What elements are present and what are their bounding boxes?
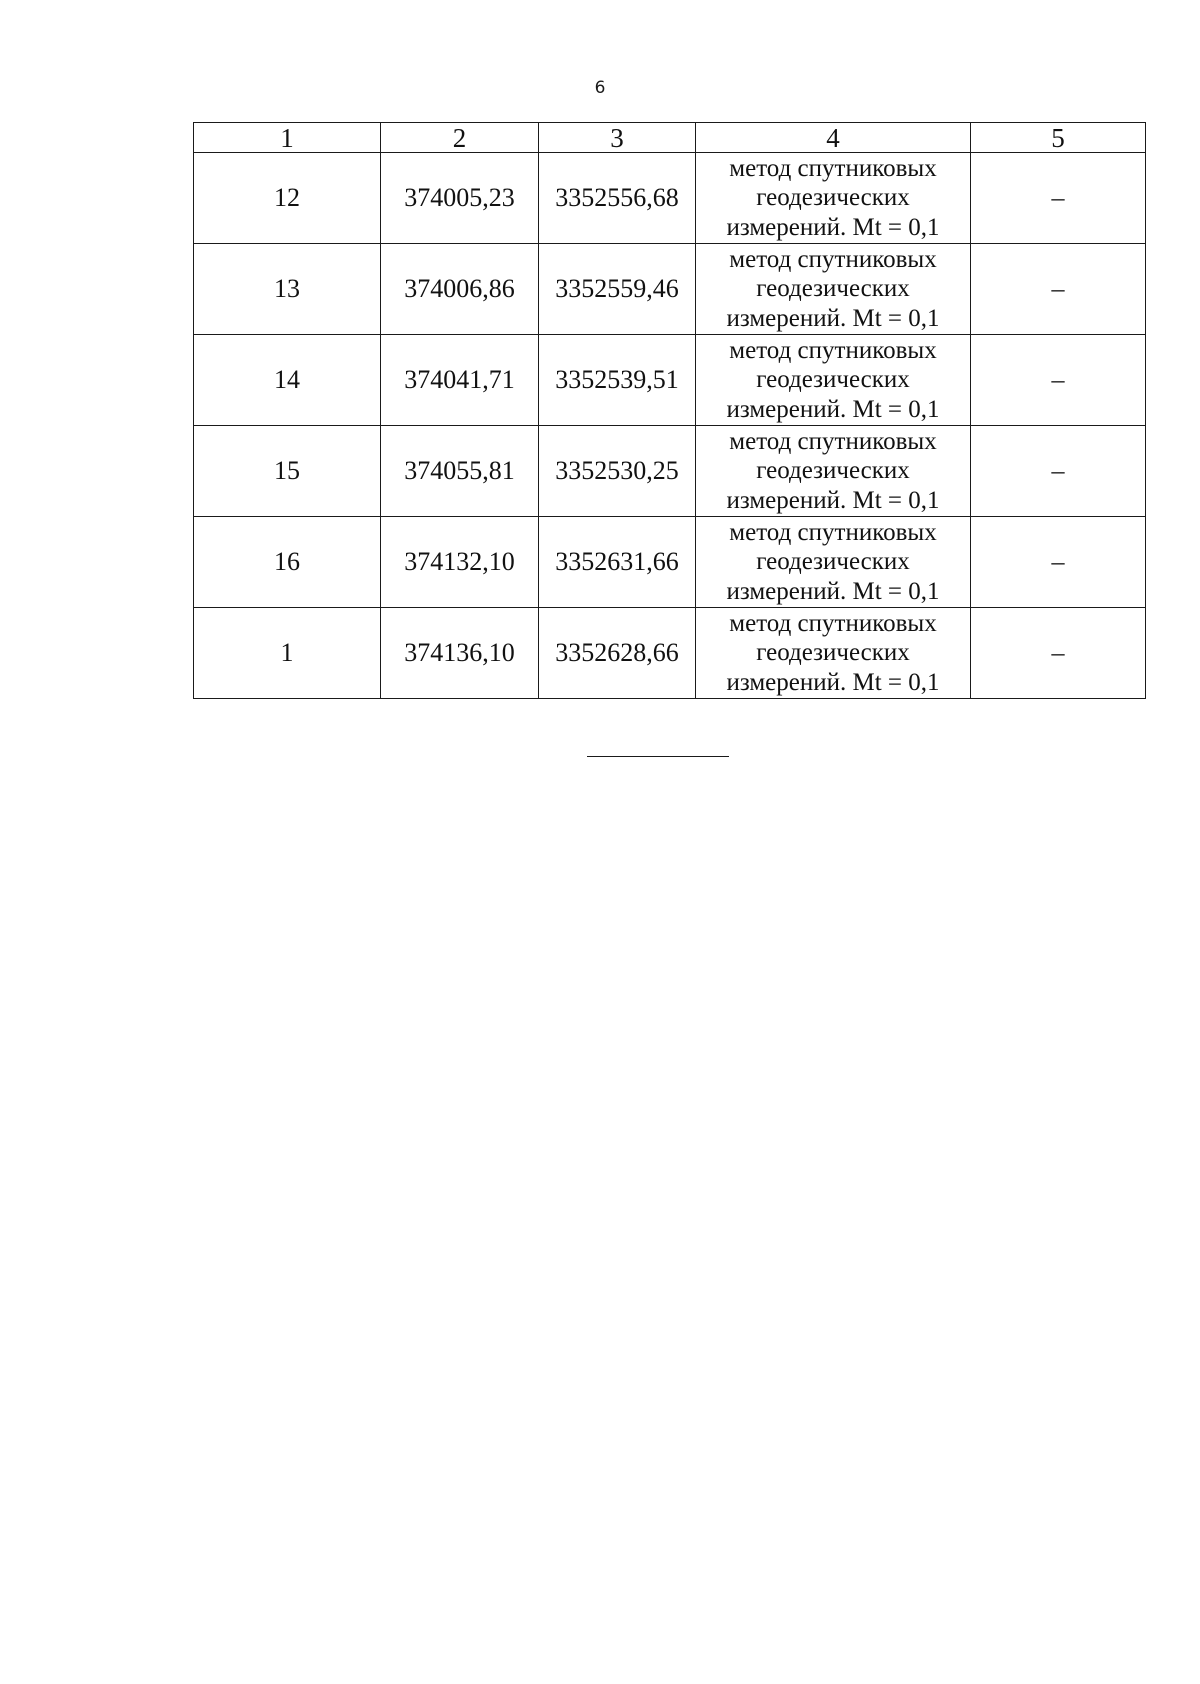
method-cell	[696, 335, 971, 426]
point-number-cell: 1	[194, 608, 381, 699]
method-line: геодезических	[756, 275, 910, 303]
method-line: измерений. Mt = 0,1	[726, 577, 940, 605]
table-row	[194, 426, 1146, 517]
table-header-row	[194, 123, 1146, 153]
method-line: метод спутниковых	[729, 245, 937, 273]
method-line: геодезических	[756, 184, 910, 212]
y-coordinate-cell: 3352556,68	[539, 153, 696, 244]
column-header-3: 3	[539, 123, 696, 153]
table-row	[194, 517, 1146, 608]
method-cell	[696, 426, 971, 517]
y-coordinate-cell: 3352559,46	[539, 244, 696, 335]
column-header-4: 4	[696, 123, 971, 153]
table-row	[194, 335, 1146, 426]
table-row	[194, 608, 1146, 699]
method-line: метод спутниковых	[729, 609, 937, 637]
point-number-cell: 14	[194, 335, 381, 426]
y-coordinate-cell: 3352539,51	[539, 335, 696, 426]
page-number: 6	[594, 78, 606, 98]
point-number-cell: 15	[194, 426, 381, 517]
method-line: геодезических	[756, 639, 910, 667]
point-number-cell: 12	[194, 153, 381, 244]
note-cell: –	[971, 517, 1146, 608]
y-coordinate-cell: 3352628,66	[539, 608, 696, 699]
note-cell: –	[971, 335, 1146, 426]
method-line: измерений. Mt = 0,1	[726, 395, 940, 423]
method-cell	[696, 608, 971, 699]
note-cell: –	[971, 244, 1146, 335]
method-line: геодезических	[756, 366, 910, 394]
method-line: измерений. Mt = 0,1	[726, 668, 940, 696]
method-cell	[696, 153, 971, 244]
x-coordinate-cell: 374132,10	[381, 517, 539, 608]
method-line: геодезических	[756, 548, 910, 576]
x-coordinate-cell: 374005,23	[381, 153, 539, 244]
method-line: метод спутниковых	[729, 518, 937, 546]
column-header-1: 1	[194, 123, 381, 153]
method-line: измерений. Mt = 0,1	[726, 213, 940, 241]
method-cell	[696, 517, 971, 608]
coordinates-table	[193, 122, 1146, 699]
note-cell: –	[971, 426, 1146, 517]
x-coordinate-cell: 374136,10	[381, 608, 539, 699]
method-line: метод спутниковых	[729, 427, 937, 455]
note-cell: –	[971, 608, 1146, 699]
column-header-5: 5	[971, 123, 1146, 153]
method-cell	[696, 244, 971, 335]
point-number-cell: 16	[194, 517, 381, 608]
note-cell: –	[971, 153, 1146, 244]
x-coordinate-cell: 374041,71	[381, 335, 539, 426]
y-coordinate-cell: 3352631,66	[539, 517, 696, 608]
column-header-2: 2	[381, 123, 539, 153]
x-coordinate-cell: 374055,81	[381, 426, 539, 517]
method-line: измерений. Mt = 0,1	[726, 304, 940, 332]
method-line: метод спутниковых	[729, 154, 937, 182]
method-line: метод спутниковых	[729, 336, 937, 364]
point-number-cell: 13	[194, 244, 381, 335]
end-of-document-rule	[587, 756, 729, 757]
y-coordinate-cell: 3352530,25	[539, 426, 696, 517]
method-line: геодезических	[756, 457, 910, 485]
x-coordinate-cell: 374006,86	[381, 244, 539, 335]
table-row	[194, 244, 1146, 335]
method-line: измерений. Mt = 0,1	[726, 486, 940, 514]
table-row	[194, 153, 1146, 244]
